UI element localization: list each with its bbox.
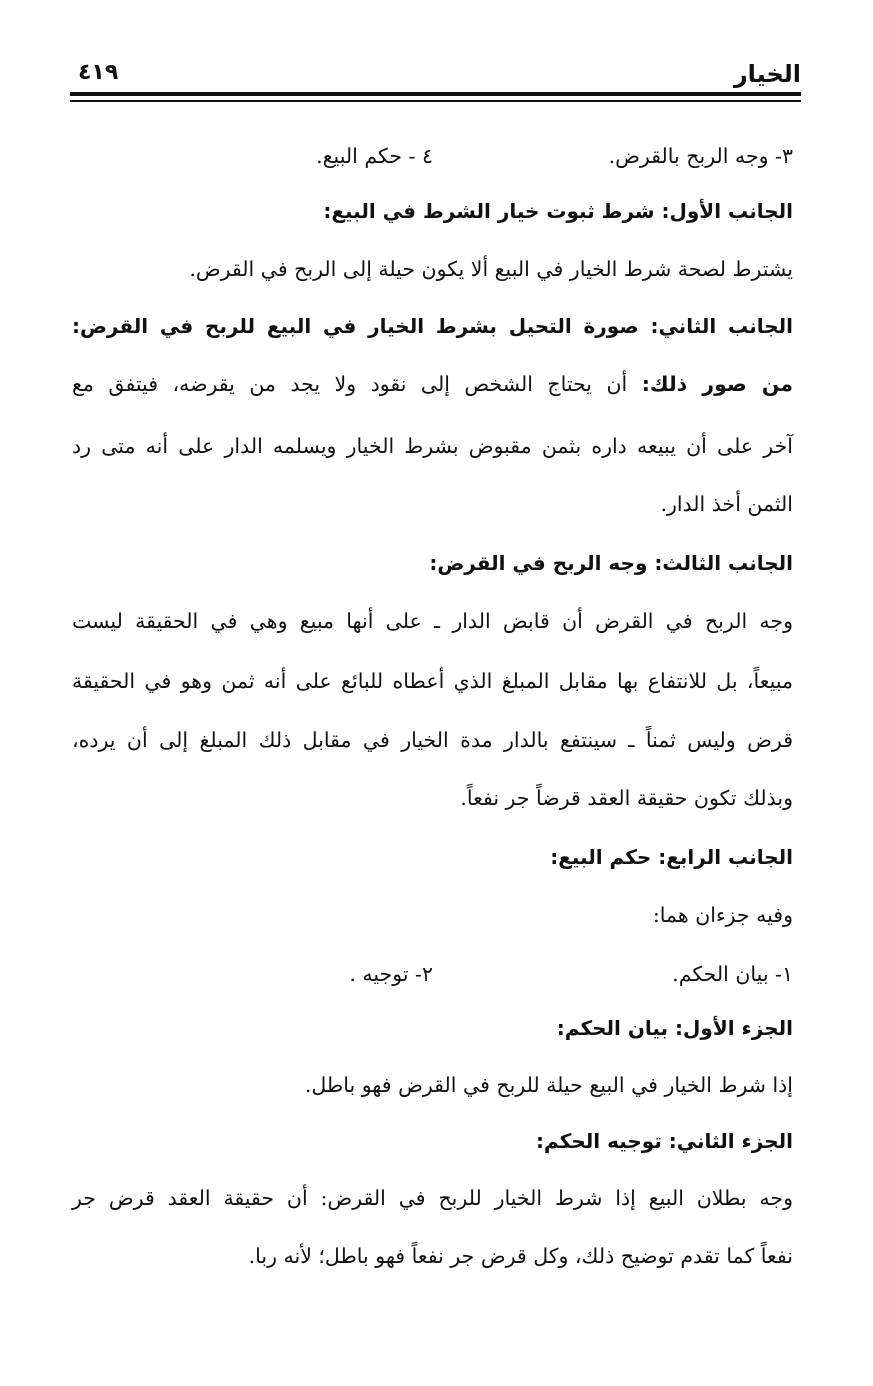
paragraph-3-line-3: قرض وليس ثمناً ـ سينتفع بالدار مدة الخيار في مقابل ذلك المبلغ إلى أن يرده، (72, 728, 793, 752)
page-number: ٤١٩ (78, 60, 119, 85)
paragraph-3-line-4: وبذلك تكون حقيقة العقد قرضاً جر نفعاً. (460, 786, 793, 810)
paragraph-2-line-2: آخر على أن يبيعه داره بثمن مقبوض بشرط الخيار ويسلمه الدار على أنه متى رد (72, 434, 793, 458)
paragraph-2-line-3: الثمن أخذ الدار. (660, 492, 793, 516)
subheading-2: الجزء الثاني: توجيه الحكم: (536, 1129, 793, 1153)
paragraph-5: إذا شرط الخيار في البيع حيلة للربح في القرض فهو باطل. (304, 1073, 793, 1097)
section-heading-4: الجانب الرابع: حكم البيع: (550, 845, 793, 869)
section-heading-2: الجانب الثاني: صورة التحيل بشرط الخيار في البيع للربح في القرض: (72, 314, 793, 338)
running-header (70, 56, 801, 88)
paragraph-3-line-2: مبيعاً، بل للانتفاع بها مقابل المبلغ الذي أعطاه للبائع على أنه ثمن وهو في الحقيقة (72, 669, 793, 693)
paragraph-2-lead: من صور ذلك: (641, 372, 793, 396)
section-heading-3: الجانب الثالث: وجه الربح في القرض: (429, 551, 793, 575)
section-heading-1: الجانب الأول: شرط ثبوت خيار الشرط في البيع: (323, 199, 793, 223)
paragraph-1: يشترط لصحة شرط الخيار في البيع ألا يكون حيلة إلى الربح في القرض. (189, 257, 793, 281)
paragraph-6-line-2: نفعاً كما تقدم توضيح ذلك، وكل قرض جر نفعاً فهو باطل؛ لأنه ربا. (248, 1244, 793, 1268)
header-rule-thick (70, 92, 801, 96)
header-rule-thin (70, 100, 801, 102)
subheading-1: الجزء الأول: بيان الحكم: (556, 1016, 793, 1040)
paragraph-4: وفيه جزءان هما: (652, 903, 793, 927)
part-item-2: ٢- توجيه . (349, 962, 433, 986)
paragraph-6-line-1: وجه بطلان البيع إذا شرط الخيار للربح في القرض: أن حقيقة العقد قرض جر (72, 1186, 793, 1210)
paragraph-2-line-1-text: أن يحتاج الشخص إلى نقود ولا يجد من يقرضه، فيتفق مع (72, 372, 628, 396)
chapter-title: الخيار (733, 60, 801, 88)
list-item-3: ٣- وجه الربح بالقرض. (608, 144, 793, 168)
paragraph-3-line-1: وجه الربح في القرض أن قابض الدار ـ على أنها مبيع وهي في الحقيقة ليست (72, 609, 793, 633)
list-item-4: ٤ - حكم البيع. (316, 144, 433, 168)
part-item-1: ١- بيان الحكم. (672, 962, 793, 986)
paragraph-2-line-1 (72, 374, 793, 395)
